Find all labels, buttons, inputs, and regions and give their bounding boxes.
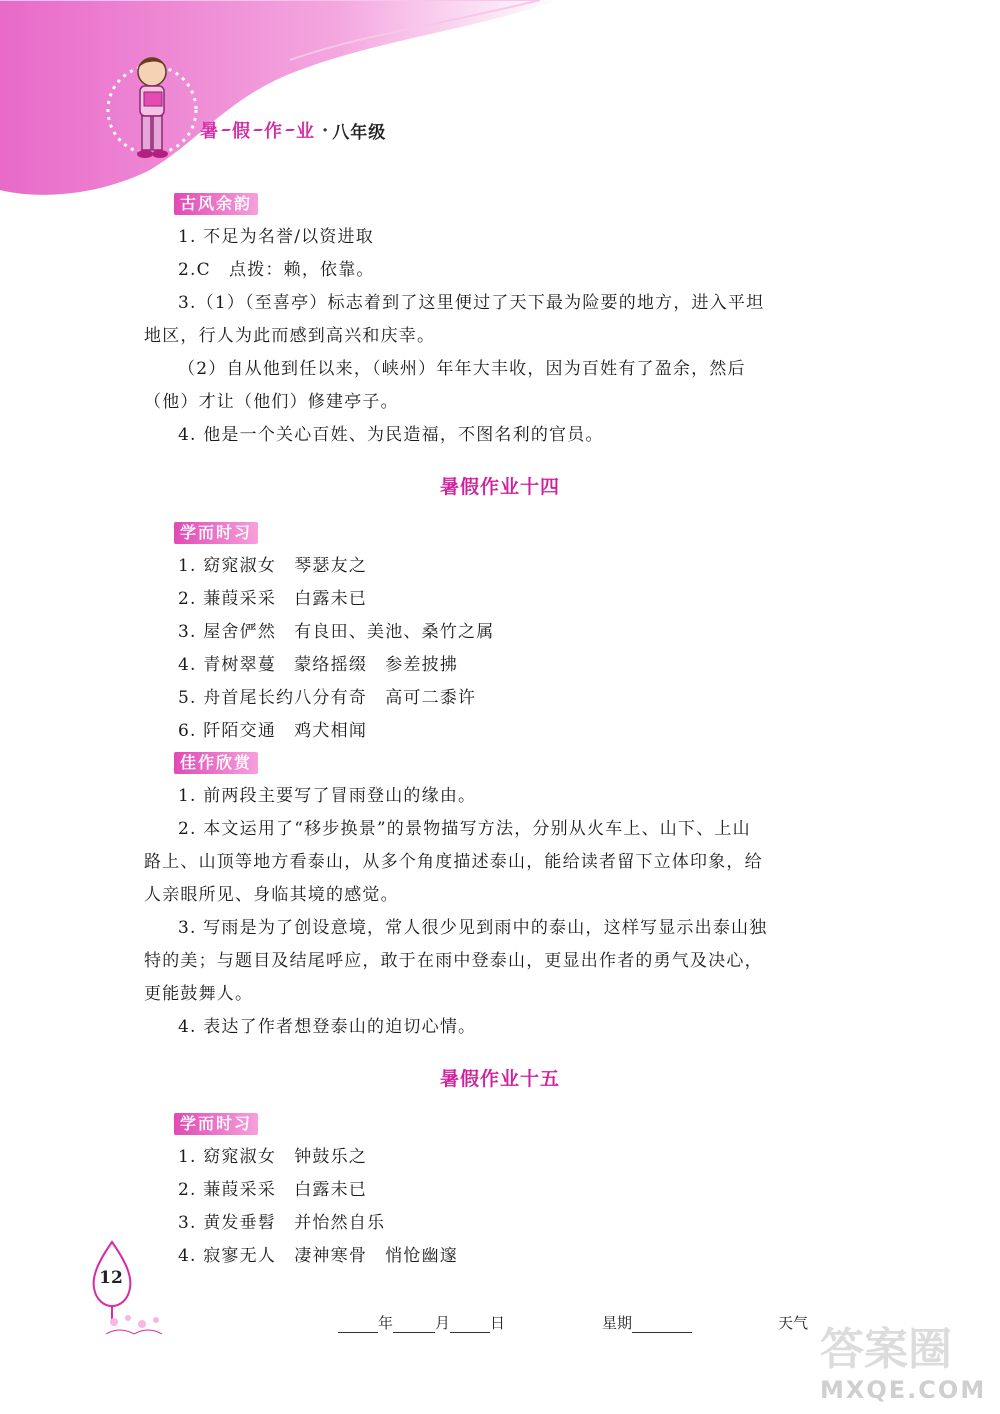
watermark-logo-text: 答案圈 bbox=[820, 1324, 952, 1375]
weekday-label: 星期 bbox=[602, 1314, 633, 1332]
answer-line: 4. 表达了作者想登泰山的迫切心情。 bbox=[178, 1017, 477, 1037]
running-head bbox=[200, 116, 386, 144]
answer-line: 地区，行人为此而感到高兴和庆幸。 bbox=[144, 326, 436, 346]
month-label: 月 bbox=[435, 1314, 451, 1332]
answer-line: （他）才让（他们）修建亭子。 bbox=[144, 392, 399, 412]
running-head-dot: · bbox=[322, 119, 329, 141]
running-head-char: 暑 bbox=[200, 121, 218, 142]
running-head-char: 作 bbox=[264, 121, 282, 142]
answer-line: 人亲眼所见、身临其境的感觉。 bbox=[144, 885, 399, 905]
answer-line: 路上、山顶等地方看泰山，从多个角度描述泰山，能给读者留下立体印象，给 bbox=[144, 852, 763, 872]
answer-line: （2）自从他到任以来，（峡州）年年大丰收，因为百姓有了盈余，然后 bbox=[178, 359, 746, 379]
running-head-char: 业 bbox=[296, 121, 314, 142]
section-tag-gufeng: 古风余韵 bbox=[174, 193, 258, 215]
year-label: 年 bbox=[378, 1314, 394, 1332]
weather-label: 天气 bbox=[778, 1314, 809, 1332]
answer-line: 1. 不足为名誉/以资进取 bbox=[178, 227, 374, 247]
weather-field-group bbox=[778, 1312, 808, 1333]
answer-line: 特的美；与题目及结尾呼应，敢于在雨中登泰山，更显出作者的勇气及决心， bbox=[144, 951, 763, 971]
running-head-separator bbox=[221, 129, 231, 131]
weekday-blank[interactable] bbox=[632, 1316, 692, 1333]
answer-line: 5. 舟首尾长约八分有奇 高可二黍许 bbox=[178, 688, 477, 708]
answer-line: 3.（1）（至喜亭）标志着到了这里便过了天下最为险要的地方，进入平坦 bbox=[178, 293, 765, 313]
answer-line: 6. 阡陌交通 鸡犬相闻 bbox=[178, 721, 368, 741]
section-title-15: 暑假作业十五 bbox=[439, 1068, 560, 1090]
weekday-field-group bbox=[602, 1312, 692, 1333]
year-blank[interactable] bbox=[338, 1316, 378, 1333]
section-tag-xueer: 学而时习 bbox=[174, 522, 258, 544]
answer-line: 2. 蒹葭采采 白露未已 bbox=[178, 589, 368, 609]
watermark-url: MXQE.COM bbox=[820, 1376, 987, 1404]
section-title-14: 暑假作业十四 bbox=[439, 476, 560, 498]
running-head-separator bbox=[285, 129, 295, 131]
page-number: 12 bbox=[99, 1268, 123, 1288]
answer-line: 2.C 点拨：赖，依靠。 bbox=[178, 260, 375, 280]
day-label: 日 bbox=[490, 1314, 506, 1332]
day-blank[interactable] bbox=[450, 1316, 490, 1333]
section-tag-jiazuo: 佳作欣赏 bbox=[174, 752, 258, 774]
flowers-decoration-icon bbox=[100, 1300, 180, 1340]
answer-line: 1. 前两段主要写了冒雨登山的缘由。 bbox=[178, 786, 477, 806]
answer-line: 2. 本文运用了“移步换景”的景物描写方法，分别从火车上、山下、上山 bbox=[178, 819, 751, 839]
reading-child-mascot-icon bbox=[100, 40, 210, 170]
answer-line: 4. 青树翠蔓 蒙络摇缀 参差披拂 bbox=[178, 655, 459, 675]
answer-line: 4. 寂寥无人 凄神寒骨 悄怆幽邃 bbox=[178, 1246, 459, 1266]
answer-line: 3. 黄发垂髫 并怡然自乐 bbox=[178, 1213, 386, 1233]
running-head-char: 假 bbox=[232, 121, 250, 142]
answer-line: 1. 窈窕淑女 琴瑟友之 bbox=[178, 556, 368, 576]
month-blank[interactable] bbox=[393, 1316, 435, 1333]
answer-line: 3. 屋舍俨然 有良田、美池、桑竹之属 bbox=[178, 622, 495, 642]
watermark-logo-icon bbox=[820, 1318, 990, 1378]
running-head-separator bbox=[253, 129, 263, 131]
grade-label: 八年级 bbox=[332, 122, 387, 143]
date-field-group bbox=[338, 1312, 505, 1333]
answer-line: 1. 窈窕淑女 钟鼓乐之 bbox=[178, 1147, 368, 1167]
answer-line: 3. 写雨是为了创设意境，常人很少见到雨中的泰山，这样写显示出泰山独 bbox=[178, 918, 768, 938]
answer-line: 2. 蒹葭采采 白露未已 bbox=[178, 1180, 368, 1200]
section-tag-xueer: 学而时习 bbox=[174, 1113, 258, 1135]
answer-line: 4. 他是一个关心百姓、为民造福，不图名利的官员。 bbox=[178, 425, 604, 445]
answer-line: 更能鼓舞人。 bbox=[144, 984, 254, 1004]
